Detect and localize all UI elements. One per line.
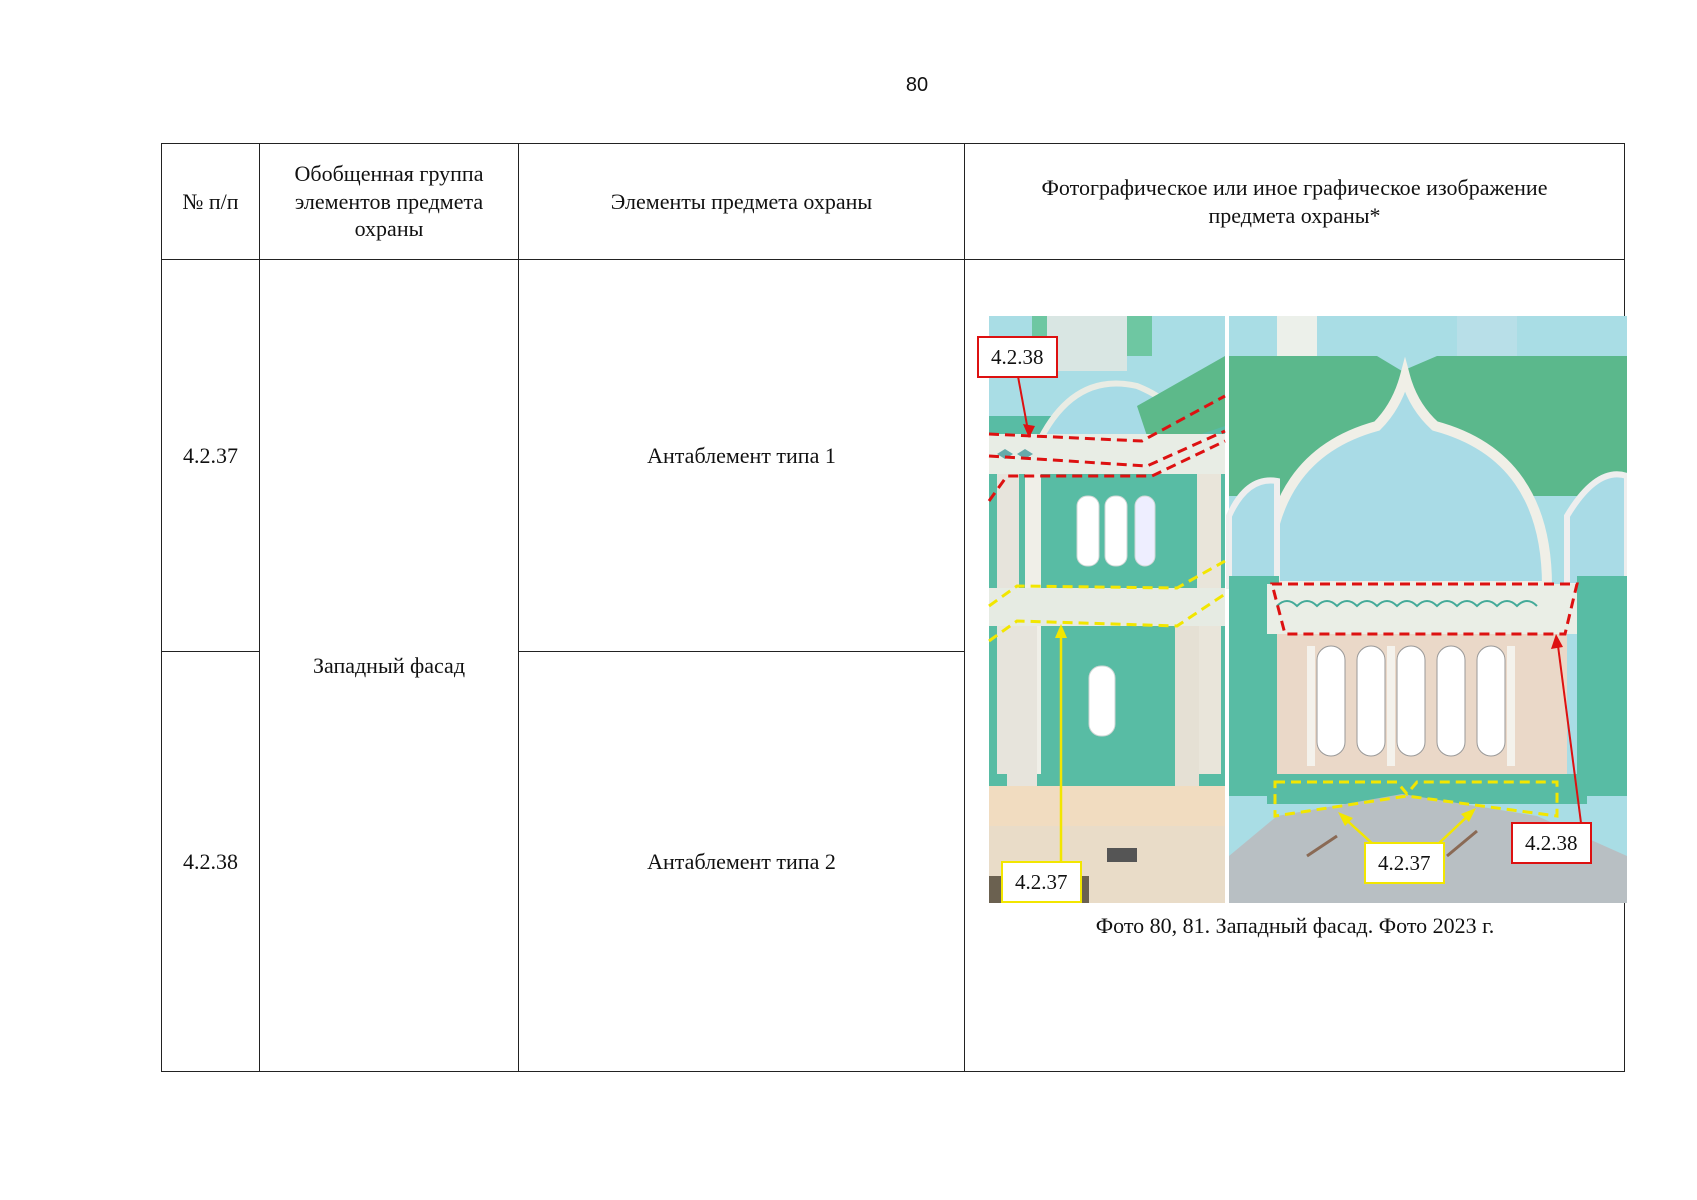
header-photo: Фотографическое или иное графическое изображение предмета охраны* [965, 144, 1625, 260]
facade-photos-illustration [977, 316, 1627, 906]
label-4-2-38-left: 4.2.38 [977, 336, 1058, 378]
photo-pair [977, 316, 1627, 906]
page-number: 80 [905, 74, 929, 96]
table-header-row [162, 144, 1625, 260]
row-element: Антаблемент типа 2 [519, 652, 965, 1072]
photo-right [1229, 316, 1627, 903]
row-element: Антаблемент типа 1 [519, 260, 965, 652]
photo-cell [965, 260, 1625, 1072]
photo-left [989, 316, 1225, 903]
row-num: 4.2.38 [162, 652, 260, 1072]
row-num: 4.2.37 [162, 260, 260, 652]
group-cell: Западный фасад [260, 260, 519, 1072]
label-4-2-38-right: 4.2.38 [1511, 822, 1592, 864]
header-group: Обобщенная группа элементов предмета охраны [260, 144, 519, 260]
table-row [162, 260, 1625, 652]
protection-elements-table [161, 143, 1625, 1072]
header-elements: Элементы предмета охраны [519, 144, 965, 260]
header-num: № п/п [162, 144, 260, 260]
label-4-2-37-right: 4.2.37 [1364, 842, 1445, 884]
photo-caption: Фото 80, 81. Западный фасад. Фото 2023 г. [1095, 913, 1495, 938]
label-4-2-37-left: 4.2.37 [1001, 861, 1082, 903]
